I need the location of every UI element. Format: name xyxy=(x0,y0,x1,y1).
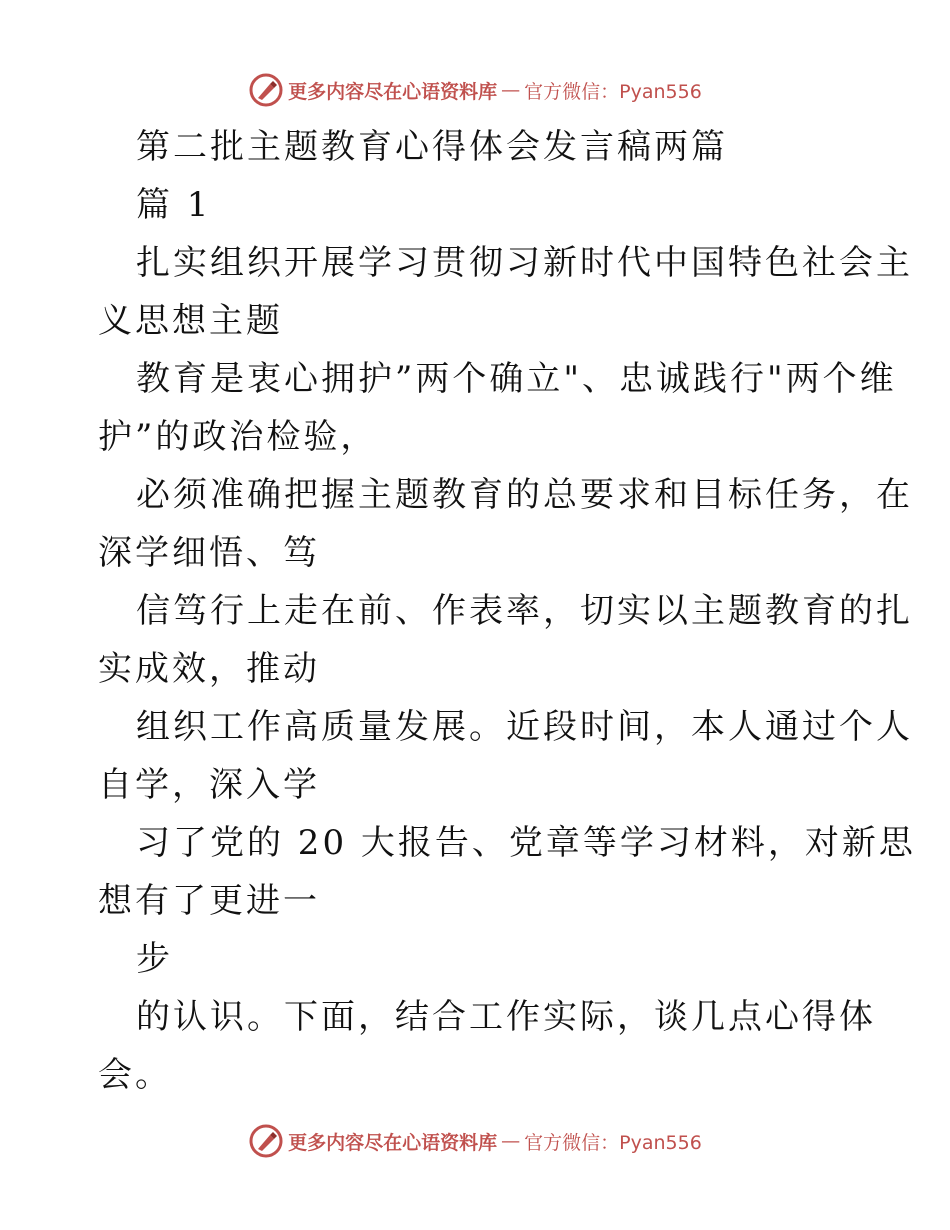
paragraph-line: 信笃行上走在前、作表率，切实以主题教育的扎 xyxy=(136,591,913,631)
pen-circle-logo-icon xyxy=(248,72,284,108)
paragraph-line: 实成效，推动 xyxy=(98,649,320,689)
banner-separator: — xyxy=(501,79,521,101)
paragraph-line: 想有了更进一 xyxy=(98,881,320,921)
paragraph-line: 步 xyxy=(136,939,173,979)
paragraph-line: 必须准确把握主题教育的总要求和目标任务，在 xyxy=(136,475,913,515)
document-title: 第二批主题教育心得体会发言稿两篇 xyxy=(136,127,728,167)
header-banner xyxy=(0,72,950,108)
paragraph-line: 组织工作高质量发展。近段时间，本人通过个人 xyxy=(136,707,913,747)
paragraph-line: 教育是衷心拥护”两个确立"、忠诚践行"两个维 xyxy=(136,359,897,399)
paragraph-line: 扎实组织开展学习贯彻习新时代中国特色社会主 xyxy=(136,243,913,283)
banner-text: 更多内容尽在心语资料库 xyxy=(288,1131,498,1154)
banner-contact: 官方微信：Pyan556 xyxy=(524,80,702,103)
paragraph-line: 的认识。下面，结合工作实际，谈几点心得体 xyxy=(136,997,876,1037)
paragraph-line: 习了党的 20 大报告、党章等学习材料，对新思 xyxy=(136,823,916,863)
banner-text: 更多内容尽在心语资料库 xyxy=(288,80,498,103)
banner-separator: — xyxy=(501,1130,521,1152)
paragraph-line: 深学细悟、笃 xyxy=(98,533,320,573)
document-body xyxy=(98,118,916,1104)
footer-banner xyxy=(0,1123,950,1159)
section-heading: 篇 1 xyxy=(136,185,212,225)
paragraph-line: 会。 xyxy=(98,1055,172,1095)
banner-contact: 官方微信：Pyan556 xyxy=(524,1131,702,1154)
paragraph-line: 护”的政治检验， xyxy=(98,417,378,457)
paragraph-line: 自学，深入学 xyxy=(98,765,320,805)
paragraph-line: 义思想主题 xyxy=(98,301,283,341)
pen-circle-logo-icon xyxy=(248,1123,284,1159)
